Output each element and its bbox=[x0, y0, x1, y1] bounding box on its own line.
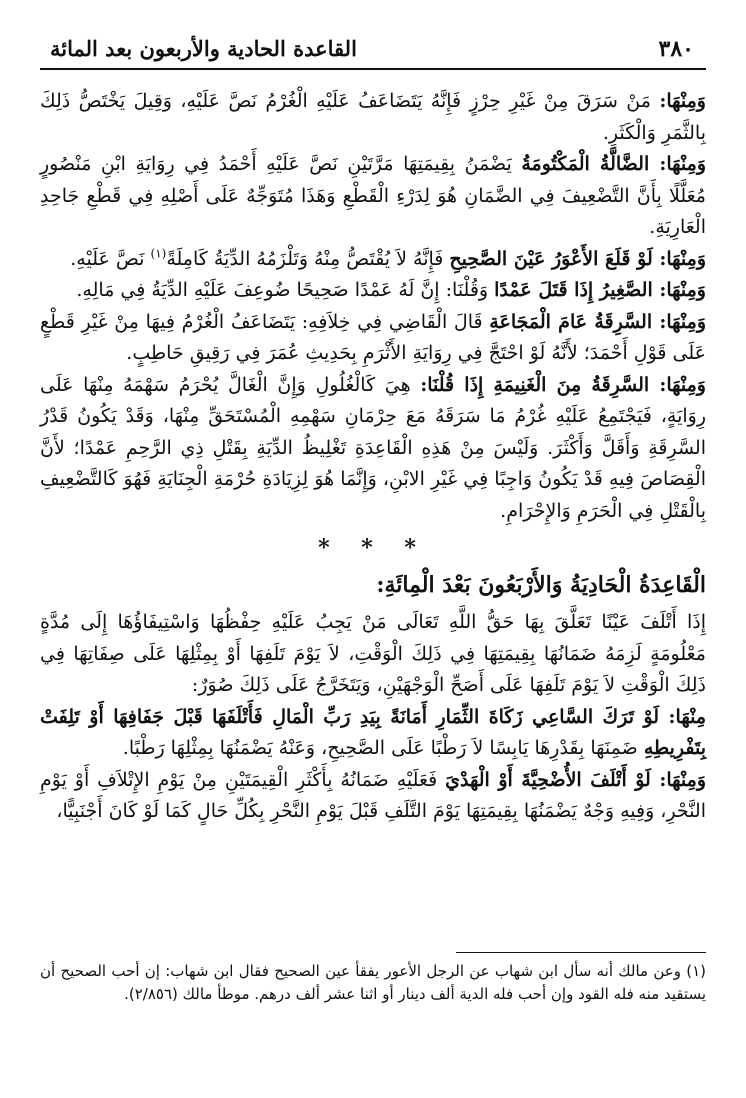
paragraph-text: نَصَّ عَلَيْهِ. bbox=[70, 247, 145, 270]
paragraph-lead: وَمِنْهَا: bbox=[659, 90, 706, 112]
running-head: القاعدة الحادية والأربعون بعد المائة bbox=[50, 36, 357, 61]
paragraph bbox=[40, 765, 706, 828]
paragraph-text: هِيَ كَالْغُلُولِ وَإِنَّ الْغَالَّ يُحْرَمُ سَهْمَهُ مِنْهَا عَلَى رِوَايَةٍ، فَيَجْتَمِعُ عَلَيْهِ غُرْمُ مَا سَرَقَهُ مَعَ حِرْمَانِ سَهْمِهِ الْمُسْتَحَقِّ مِنْهَا، وَقَدْ يَكُونُ قَدْرُ السَّرِقَةِ وَأَقَلَّ وَأَكْثَرَ. وَلَيْسَ مِنْ هَذِهِ الْقَاعِدَةِ تَغْلِيظُ الدِّيَةِ بِقَتْلِ ذِي الرَّحِمِ عَمْدًا؛ لأَنَّ الْقِصَاصَ فِيهِ قَدْ يَكُونُ وَاجِبًا فِي غَيْرِ الابْنِ، وَإِنَّمَا هُوَ لِزِيَادَةِ حُرْمَةِ الْجِنَايَةِ فَهُوَ كَالتَّضْعِيفِ بِالْقَتْلِ فِي الْحَرَمِ وَالإِحْرَامِ. bbox=[40, 373, 706, 522]
rule-heading: الْقَاعِدَةُ الْحَادِيَةُ وَالأَرْبَعُونَ بَعْدَ الْمِائَةِ: bbox=[376, 572, 706, 598]
footnote bbox=[40, 960, 706, 1006]
paragraph-lead: وَمِنْهَا: الضَّالَّةُ الْمَكْتُومَةُ bbox=[521, 153, 706, 175]
paragraph-lead: وَمِنْهَا: السَّرِقَةُ مِنَ الْغَنِيمَةِ إِذَا قُلْنَا: bbox=[420, 373, 706, 396]
page-number: ٣٨٠ bbox=[658, 36, 694, 62]
paragraph-text: مَنْ سَرَقَ مِنْ غَيْرِ حِرْزٍ فَإِنَّهُ يَتَضَاعَفُ عَلَيْهِ الْغُرْمُ نَصَّ عَلَيْهِ، وَقِيلَ يَخْتَصُّ ذَلِكَ بِالثَّمَرِ وَالْكَثَرِ. bbox=[40, 90, 706, 144]
footnote-text: وعن مالك أنه سأل ابن شهاب عن الرجل الأعور يفقأ عين الصحيح فقال ابن شهاب: إن أحب الصحيح أن يستقيد منه فله القود وإن أحب فله الدية ألف دينار أو اثنا عشر ألف درهم. موطأ مالك (٢/٨٥٦). bbox=[40, 962, 706, 1003]
footnote-divider bbox=[456, 952, 706, 953]
paragraph bbox=[40, 275, 706, 307]
paragraph-text: يَضْمَنُ بِقِيمَتِهَا مَرَّتَيْنِ نَصَّ عَلَيْهِ أَحْمَدُ فِي رِوَايَةِ ابْنِ مَنْصُورٍ مُعَلَّلًا بِأَنَّ التَّضْعِيفَ فِي الضَّمَانِ هُوَ لِدَرْءِ الْقَطْعِ وَهَذَا مُتَوَجِّهٌ عَلَى أَصْلِهِ فِي قَطْعِ جَاحِدِ الْعَارِيَةِ. bbox=[40, 153, 706, 238]
paragraph-text: ضَمِنَهَا بِقَدْرِهَا يَابِسًا لاَ رَطْبًا عَلَى الصَّحِيحِ، وَعَنْهُ يَضْمَنُهَا بِمِثْلِهَا رَطْبًا. bbox=[122, 737, 638, 759]
paragraph-text: وَقُلْنَا: إِنَّ لَهُ عَمْدًا صَحِيحًا ضُوعِفَ عَلَيْهِ الدِّيَةُ فِي مَالِهِ. bbox=[76, 279, 489, 301]
paragraph-lead: وَمِنْهَا: السَّرِقَةُ عَامَ الْمَجَاعَةِ bbox=[489, 310, 706, 333]
section-separator: * * * bbox=[318, 535, 428, 561]
paragraph-text: قَالَ الْقَاضِي فِي خِلاَفِهِ: يَتَضَاعَفُ الْغُرْمُ فِيهَا مِنْ غَيْرِ قَطْعٍ عَلَى قَوْلِ أَحْمَدَ؛ لأَنَّهُ لَوْ احْتَجَّ فِي رِوَايَةِ الأَثْرَمِ بِحَدِيثِ عُمَرَ فِي رَقِيقِ حَاطِبٍ. bbox=[40, 310, 706, 364]
paragraph bbox=[40, 244, 706, 276]
paragraph bbox=[40, 307, 706, 370]
footnote-number: (١) bbox=[686, 962, 706, 980]
paragraph bbox=[40, 370, 706, 528]
footnote-marker: (١) bbox=[150, 246, 167, 261]
footnotes bbox=[40, 960, 706, 1006]
paragraph-lead: وَمِنْهَا: لَوْ قَلَعَ الأَعْوَرُ عَيْنَ الصَّحِيحِ bbox=[449, 247, 706, 270]
paragraph-text: فَعَلَيْهِ ضَمَانُهُ بِأَكْثَرِ الْقِيمَتَيْنِ مِنْ يَوْمِ الإِتْلاَفِ أَوْ يَوْمِ النَّحْرِ، وَفِيهِ وَجْهٌ يَضْمَنُهَا بِقِيمَتِهَا يَوْمَ التَّلَفِ قَبْلَ يَوْمِ النَّحْرِ بِكُلِّ حَالٍ كَمَا لَوْ كَانَ أَجْنَبِيًّا، bbox=[40, 768, 706, 822]
paragraph bbox=[40, 702, 706, 765]
paragraph-lead: وَمِنْهَا: الصَّغِيرُ إِذَا قَتَلَ عَمْدًا bbox=[494, 279, 706, 301]
page-header bbox=[40, 34, 706, 70]
main-text bbox=[40, 86, 706, 828]
paragraph bbox=[40, 86, 706, 149]
paragraph-lead: وَمِنْهَا: لَوْ أَتْلَفَ الأُضْحِيَّةَ أَوْ الْهَدْيَ bbox=[445, 768, 706, 791]
paragraph-lead: مِنْهَا: لَوْ تَرَكَ السَّاعِي زَكَاةَ الثِّمَارِ أَمَانَةً بِيَدِ رَبِّ الْمَالِ فَأَتْلَفَهَا قَبْلَ جَفَافِهَا أَوْ تَلِفَتْ بِتَفْرِيطِهِ bbox=[40, 705, 706, 759]
paragraph-text: فَإِنَّهُ لاَ يُقْتَصُّ مِنْهُ وَتَلْزَمُهُ الدِّيَةُ كَامِلَةً bbox=[166, 247, 444, 270]
rule-intro: إِذَا أَتْلَفَ عَيْنًا تَعَلَّقَ بِهَا حَقُّ اللَّهِ تَعَالَى مَنْ يَجِبُ عَلَيْهِ حِفْظُهَا وَاسْتِيفَاؤُهَا إِلَى مُدَّةٍ مَعْلُومَةٍ لَزِمَهُ ضَمَانُهَا بِقِيمَتِهَا فِي ذَلِكَ الْوَقْتِ، لاَ يَوْمَ تَلَفِهَا أَوْ بِمِثْلِهَا عَلَى صِفَاتِهَا فِي ذَلِكَ الْوَقْتِ لاَ يَوْمَ تَلَفِهَا عَلَى أَصَحِّ الْوَجْهَيْنِ، وَيَتَخَرَّجُ عَلَى ذَلِكَ صُوَرٌ: bbox=[40, 611, 706, 696]
paragraph bbox=[40, 149, 706, 244]
